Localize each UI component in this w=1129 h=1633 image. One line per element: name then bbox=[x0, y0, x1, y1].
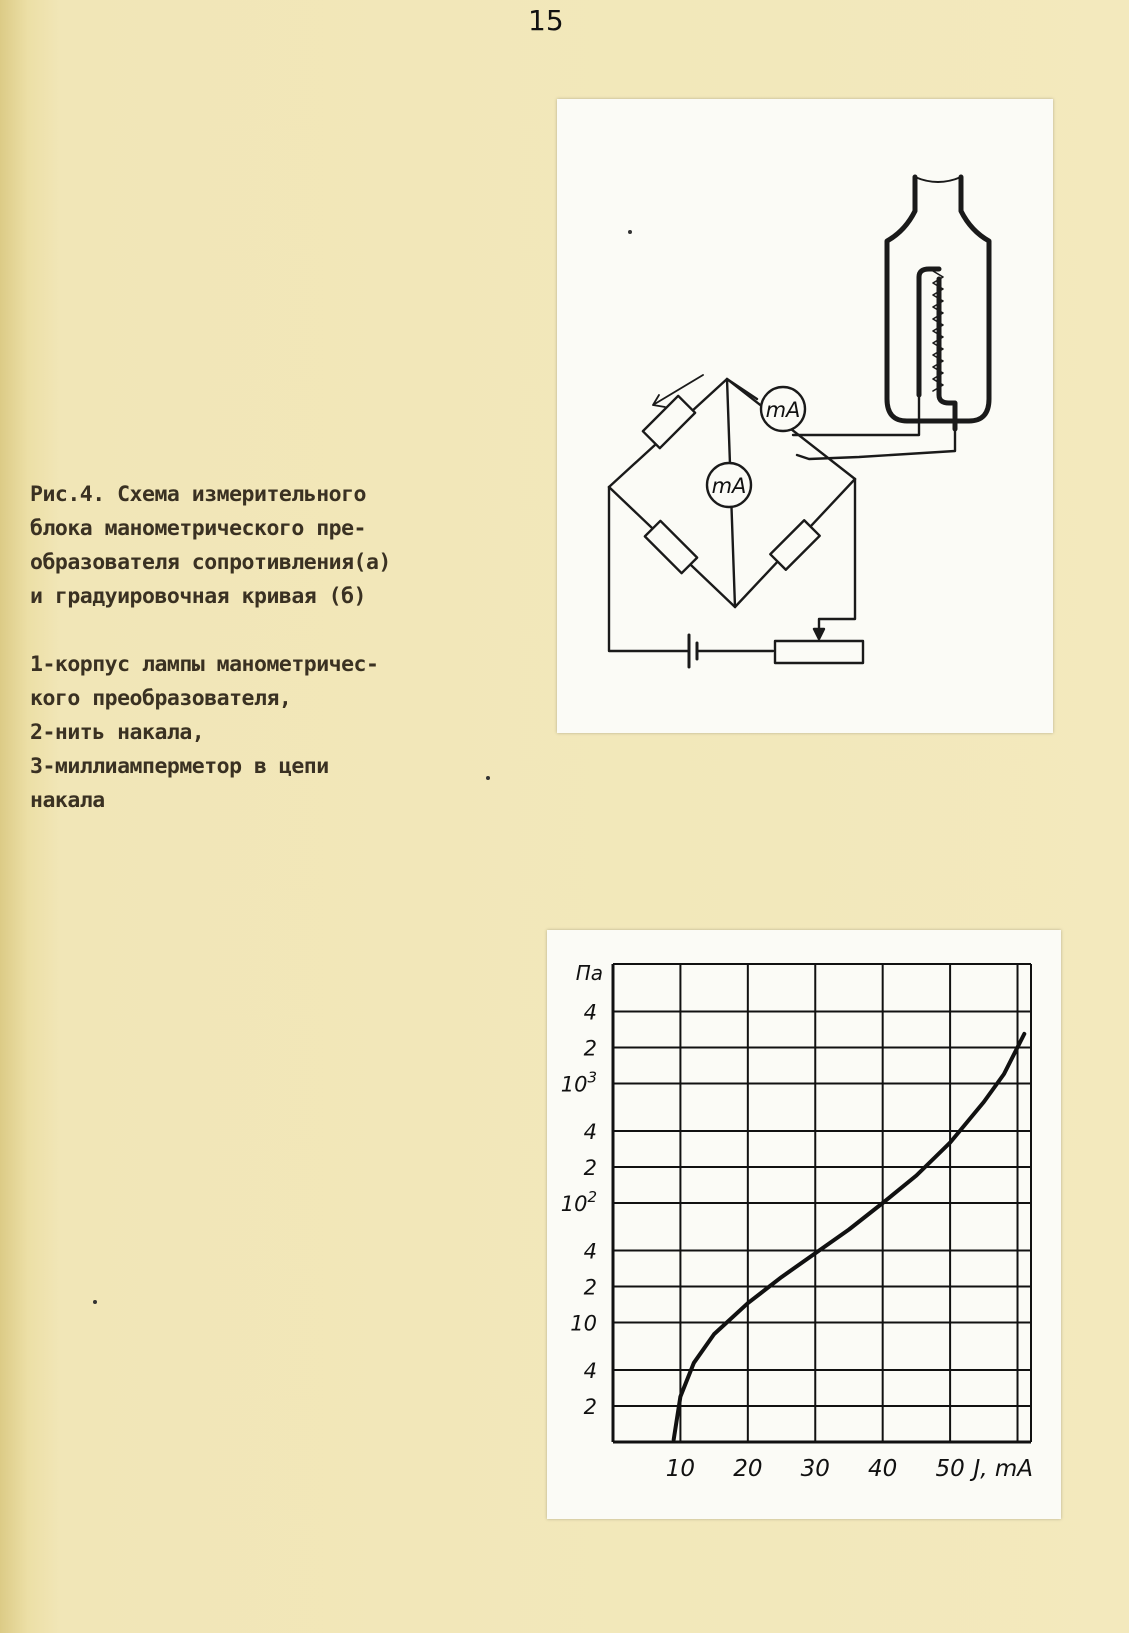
chart-grid bbox=[613, 964, 1031, 1442]
caption-line: образователя сопротивления(а) bbox=[30, 550, 391, 575]
x-unit-label: J, mA bbox=[973, 1456, 1033, 1482]
y-tick-label: 4 bbox=[583, 1239, 597, 1264]
resistor-lower-left bbox=[645, 521, 697, 573]
y-tick-label: $10^2$ bbox=[560, 1188, 597, 1216]
y-tick-label: $10^3$ bbox=[560, 1068, 597, 1097]
figure-legend bbox=[30, 648, 470, 818]
y-tick-label: 2 bbox=[583, 1275, 597, 1300]
tube-lead-left bbox=[793, 395, 919, 435]
legend-line: 2-нить накала, bbox=[30, 720, 205, 745]
tube-top-opening bbox=[915, 177, 961, 182]
x-tick-label: 20 bbox=[733, 1456, 763, 1482]
x-tick-label: 10 bbox=[665, 1456, 696, 1482]
caption-line: Рис.4. Схема измерительного bbox=[30, 482, 366, 507]
caption-line: и градуировочная кривая (б) bbox=[30, 584, 366, 609]
legend-line: накала bbox=[30, 788, 105, 813]
y-tick-label: 2 bbox=[583, 1395, 597, 1420]
speck bbox=[486, 776, 490, 780]
meter-label-top: mA bbox=[765, 398, 801, 422]
y-unit-label: Па bbox=[575, 961, 603, 985]
rheostat-wiper bbox=[819, 479, 855, 637]
page-number: 15 bbox=[528, 4, 564, 37]
y-tick-label: 2 bbox=[583, 1156, 597, 1181]
chart-labels bbox=[561, 961, 1033, 1482]
figure-caption bbox=[30, 478, 470, 614]
x-tick-label: 30 bbox=[800, 1456, 830, 1482]
legend-line: 3-миллиамперметор в цепи bbox=[30, 754, 329, 779]
y-tick-label: 4 bbox=[583, 1120, 597, 1145]
schematic-photo bbox=[557, 99, 1053, 733]
meter-label-center: mA bbox=[711, 474, 747, 498]
x-tick-label: 40 bbox=[868, 1456, 898, 1482]
wiper-arrowhead bbox=[814, 629, 824, 639]
top-meter-branch bbox=[727, 379, 757, 399]
calibration-chart bbox=[547, 930, 1061, 1519]
calibration-curve bbox=[674, 1034, 1025, 1440]
y-tick-label: 4 bbox=[583, 1359, 597, 1384]
speck bbox=[628, 230, 632, 234]
chart-curve-layer bbox=[674, 1034, 1025, 1440]
rheostat bbox=[775, 641, 863, 663]
y-tick-label: 10 bbox=[570, 1311, 597, 1336]
resistor-lower-right bbox=[770, 520, 819, 569]
y-tick-label: 2 bbox=[583, 1036, 597, 1061]
caption-line: блока манометрического пре- bbox=[30, 516, 366, 541]
legend-line: кого преобразователя, bbox=[30, 686, 292, 711]
resistor-upper-left bbox=[643, 396, 695, 448]
legend-line: 1-корпус лампы манометричес- bbox=[30, 652, 379, 677]
speck bbox=[93, 1300, 97, 1304]
y-tick-label: 4 bbox=[583, 1000, 597, 1025]
tube-lead-right bbox=[797, 429, 955, 459]
calibration-chart-photo bbox=[547, 930, 1061, 1519]
bridge-circuit-diagram bbox=[557, 99, 1053, 733]
x-tick-label: 50 bbox=[935, 1456, 965, 1482]
